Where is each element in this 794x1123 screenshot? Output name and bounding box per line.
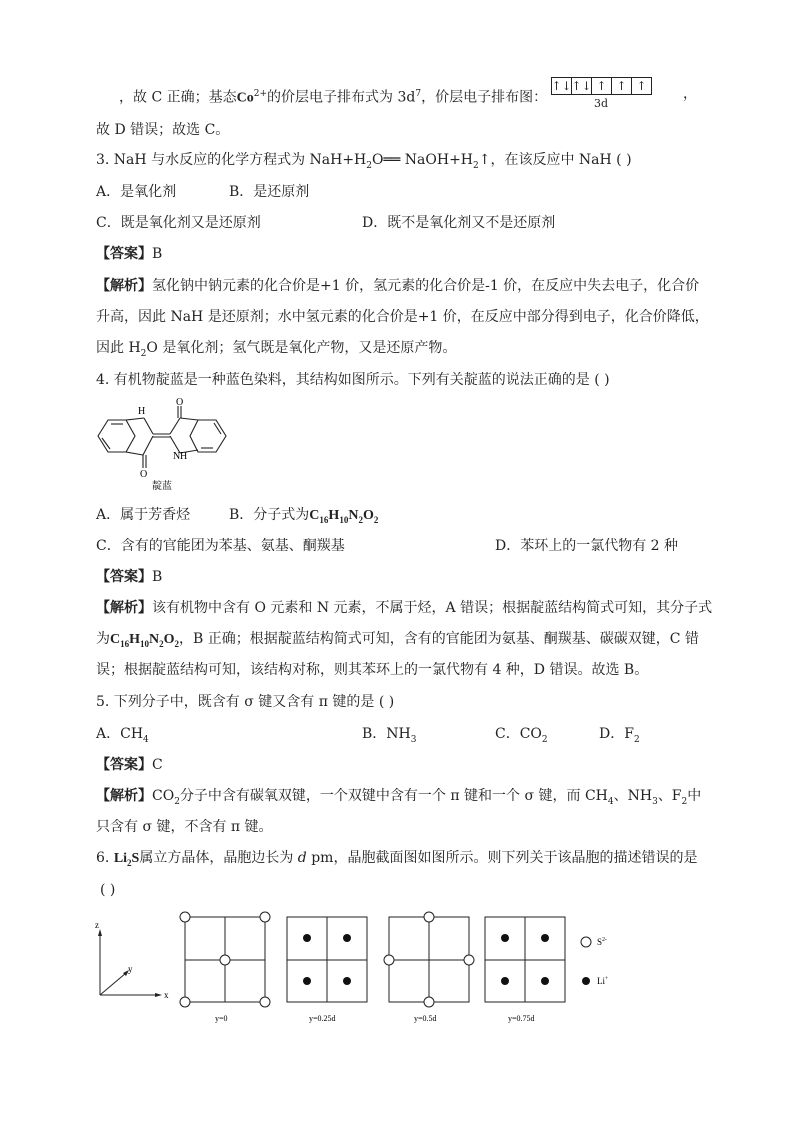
- q3-option-a: A．是氧化剂: [96, 184, 177, 200]
- top-line-1-end: ，: [683, 86, 697, 102]
- panel-label: y=0.75d: [508, 1014, 535, 1023]
- q3-answer: 【答案】B: [96, 246, 163, 262]
- q5-answer: 【答案】C: [96, 757, 163, 773]
- panel-y0: [180, 912, 270, 1023]
- panel-y025: [287, 917, 367, 1023]
- axis-y-label: y: [128, 964, 133, 974]
- top-line-2: 故 D 错误；故选 C。: [96, 122, 230, 138]
- legend: [581, 937, 609, 986]
- q5-analysis-1: 【解析】$CO_2$分子中含有碳氧双键，一个双键中含有一个 π 键和一个 σ 键，而 $CH_4$、$NH_3$、$F_2$中: [96, 788, 702, 807]
- right-benzene-ring: [190, 420, 226, 452]
- q3-analysis-3: 因此 $H_2O$ 是氧化剂；氢气既是氧化产物，又是还原产物。: [96, 340, 457, 359]
- q3-option-c: C．既是氧化剂又是还原剂: [96, 215, 261, 231]
- q5-option-c: C．$CO_2$: [495, 726, 548, 745]
- panel-y05: [384, 912, 474, 1023]
- atom-o-bottom: O: [140, 469, 148, 480]
- q3-analysis-1: 【解析】氢化钠中钠元素的化合价是+1 价，氢元素的化合价是-1 价，在反应中失去电子，化合价: [96, 278, 700, 294]
- q6-stem-line2: ( ): [100, 882, 116, 898]
- legend-li-label: Li+: [597, 976, 609, 986]
- q4-option-d: D．苯环上的一氯代物有 2 种: [495, 538, 679, 554]
- orbital-cell: ↑: [592, 78, 612, 94]
- legend-s-label: $S^{2-}$: [597, 937, 608, 947]
- q3-option-d: D．既不是氧化剂又不是还原剂: [362, 215, 556, 231]
- q4-option-b: B．分子式为$C_{16}H_{10}N_2O_2$: [229, 507, 379, 525]
- q6-stem: 6. $Li_2S$属立方晶体，晶胞边长为 d pm，晶胞截面图如图所示。则下列关于该晶胞的描述错误的是: [96, 850, 698, 868]
- atom-h-right: H: [180, 451, 188, 462]
- q5-analysis-2: 只含有 σ 键，不含有 π 键。: [96, 819, 273, 835]
- atom-o-top: O: [176, 398, 184, 408]
- indigo-structure-figure: [94, 398, 234, 490]
- panel-label: y=0: [215, 1014, 228, 1023]
- top-line-1: ，故 C 正确；基态$Co^{2+}$的价层电子排布式为 $3d^7$，价层电子排布图：: [119, 89, 548, 106]
- q3-stem: 3. NaH 与水反应的化学方程式为 $NaH+H_2O══$ $NaOH+H_2↑$，在该反应中 NaH ( ): [96, 152, 632, 171]
- figure-caption: 靛蓝: [152, 481, 172, 490]
- q5-option-b: B．$NH_3$: [362, 726, 417, 745]
- q4-option-c: C．含有的官能团为苯基、氨基、酮羰基: [96, 538, 345, 554]
- q4-analysis-1: 【解析】该有机物中含有 O 元素和 N 元素，不属于烃，A 错误；根据靛蓝结构简式可知，其分子式: [96, 600, 713, 616]
- panel-label: y=0.5d: [414, 1014, 437, 1023]
- crystal-section-figure: [90, 905, 630, 1030]
- axis-x-label: x: [164, 990, 169, 1000]
- orbital-cell: ↑↓: [571, 79, 592, 93]
- left-benzene-ring: [98, 420, 135, 452]
- panel-y075: [485, 917, 565, 1023]
- orbital-cell: ↑: [636, 79, 647, 93]
- q4-analysis-2: 为$C_{16}H_{10}N_2O_2$，B 正确；根据靛蓝结构简式可知，含有的官能团为氨基、酮羰基、碳碳双键，C 错: [96, 631, 699, 649]
- q4-analysis-3: 误；根据靛蓝结构可知，该结构对称，则其苯环上的一氯代物有 4 种，D 错误。故选 B。: [96, 662, 649, 678]
- orbital-cell: ↑: [612, 78, 632, 94]
- orbital-label: 3d: [593, 97, 609, 110]
- orbital-diagram: [551, 77, 652, 110]
- q5-stem: 5. 下列分子中，既含有 σ 键又含有 π 键的是 ( ): [96, 694, 395, 710]
- q5-option-a: A．$CH_4$: [96, 726, 149, 745]
- atom-h-left: H: [138, 406, 146, 417]
- q4-answer: 【答案】B: [96, 569, 163, 585]
- q3-analysis-2: 升高，因此 NaH 是还原剂；水中氢元素的化合价是+1 价，在反应中部分得到电子，化合价降低，: [96, 309, 709, 325]
- orbital-cell: ↑↓: [551, 79, 572, 93]
- axis-z-label: z: [95, 920, 99, 930]
- q3-option-b: B．是还原剂: [229, 184, 310, 200]
- q5-option-d: D．$F_2$: [599, 726, 640, 745]
- q4-stem: 4. 有机物靛蓝是一种蓝色染料，其结构如图所示。下列有关靛蓝的说法正确的是 ( ): [96, 372, 610, 388]
- coordinate-axes: [98, 929, 162, 997]
- panel-label: y=0.25d: [309, 1014, 336, 1023]
- q4-option-a: A．属于芳香烃: [96, 507, 191, 523]
- atom-n-right: N: [173, 451, 181, 462]
